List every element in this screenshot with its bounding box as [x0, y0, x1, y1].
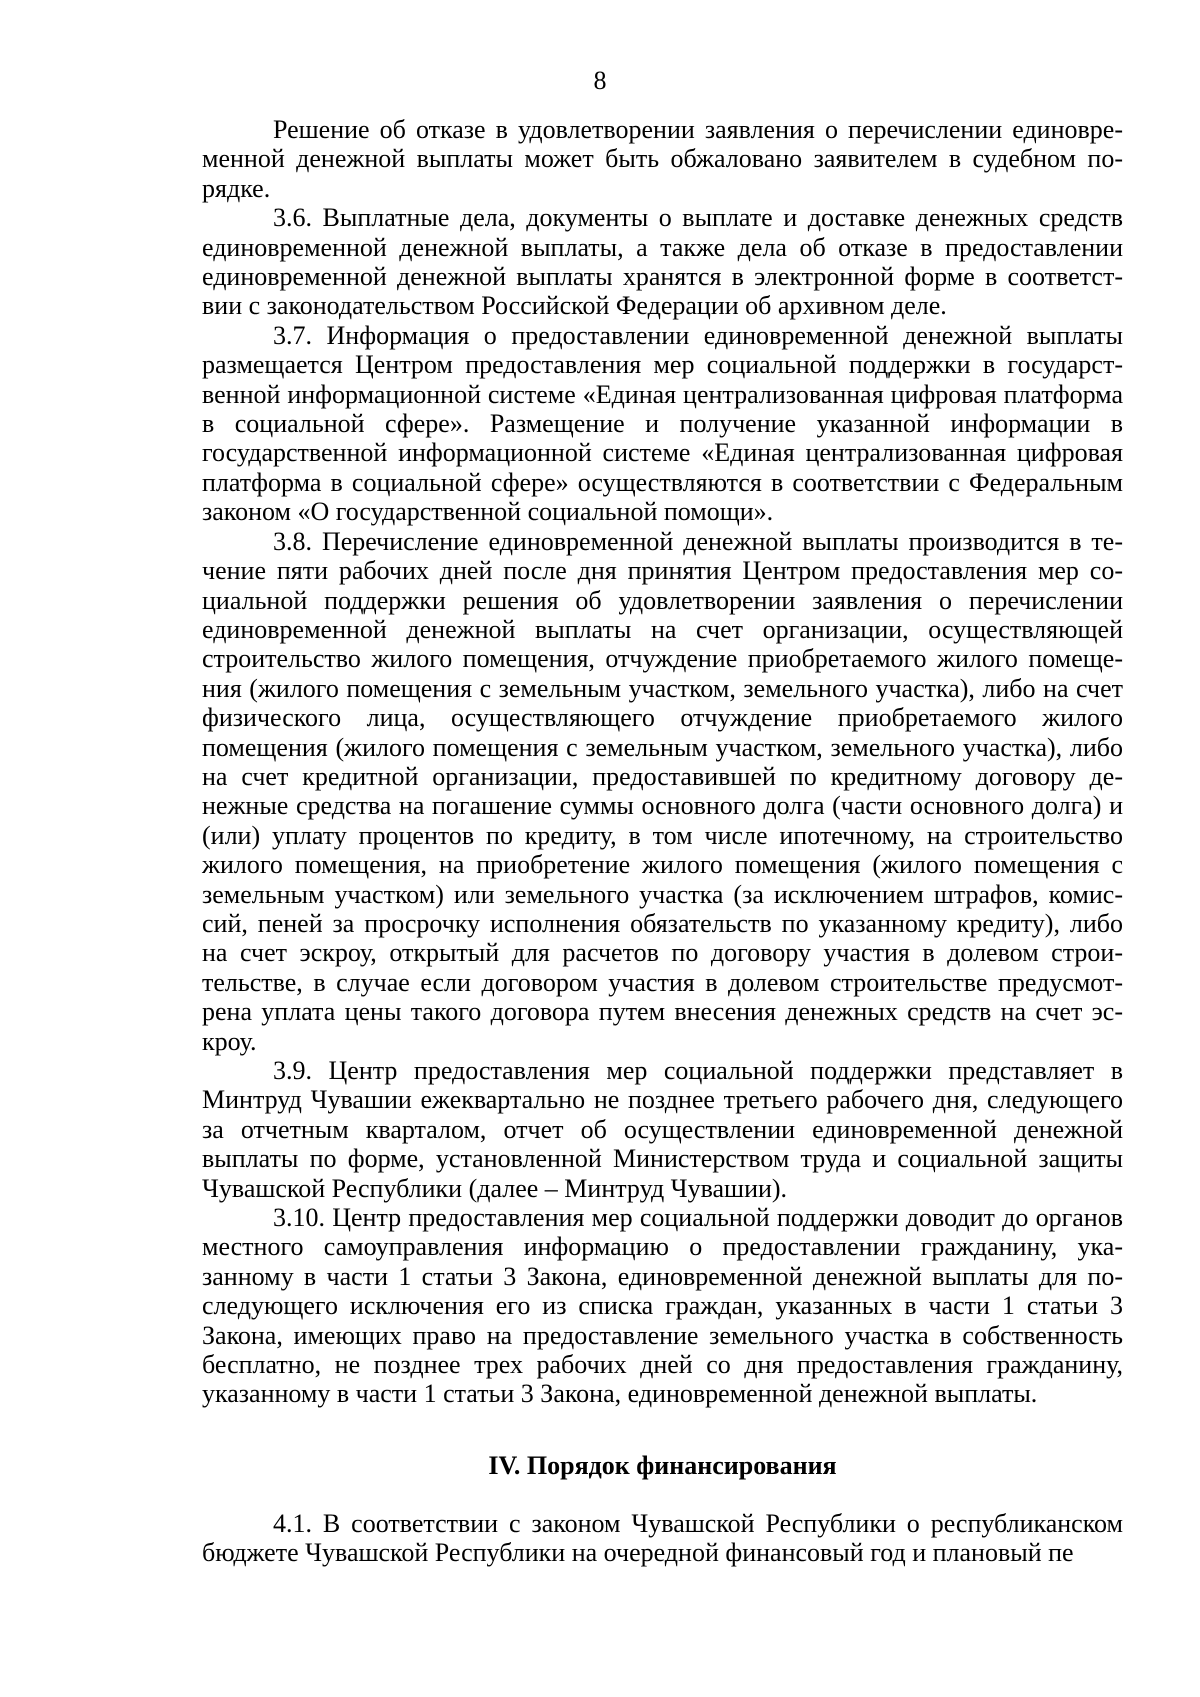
paragraph-3-10: 3.10. Центр предоставления мер социальной поддержки доводит до органов местного самоуправления информацию о предоставлении гражданину, указанному в части 1 статьи 3 Закона, единовременной денежной выплаты для последующего исключения его из списка граждан, указанных в части 1 статьи 3 Закона, имеющих право на предоставление земельного участка в собственность бесплатно, не позднее трех рабочих дней со дня предоставления гражданину, указанному в части 1 статьи 3 Закона, единовременной денежной выплаты. — [202, 1203, 1123, 1409]
document-body — [202, 115, 1123, 1568]
paragraph-refusal-appeal: Решение об отказе в удовлетворении заявления о перечислении единовременной денежной выплаты может быть обжаловано заявителем в судебном порядке. — [202, 115, 1123, 203]
paragraph-3-7: 3.7. Информация о предоставлении единовременной денежной выплаты размещается Центром предоставления мер социальной поддержки в государственной информационной системе «Единая централизованная цифровая платформа в социальной сфере». Размещение и получение указанной информации в государственной информационной системе «Единая централизованная цифровая платформа в социальной сфере» осуществляются в соответствии с Федеральным законом «О государственной социальной помощи». — [202, 320, 1123, 527]
section-heading: IV. Порядок финансирования — [488, 1450, 837, 1480]
paragraph-4-1: 4.1. В соответствии с законом Чувашской Республики о республиканском бюджете Чувашской Республики на очередной финансовый год и плановый пе — [202, 1508, 1123, 1568]
paragraph-3-6: 3.6. Выплатные дела, документы о выплате и доставке денежных средств единовременной денежной выплаты, а также дела об отказе в предоставлении единовременной денежной выплаты хранятся в электронной форме в соответствии с законодательством Российской Федерации об архивном деле. — [202, 203, 1123, 321]
paragraph-3-9: 3.9. Центр предоставления мер социальной поддержки представляет в Минтруд Чувашии ежеквартально не позднее третьего рабочего дня, следующего за отчетным кварталом, отчет об осуществлении единовременной денежной выплаты по форме, установленной Министерством труда и социальной защиты Чувашской Республики (далее – Минтруд Чувашии). — [202, 1056, 1123, 1203]
paragraph-3-8: 3.8. Перечисление единовременной денежной выплаты производится в течение пяти рабочих дней после дня принятия Центром предоставления мер социальной поддержки решения об удовлетворении заявления о перечислении единовременной денежной выплаты на счет организации, осуществляющей строительство жилого помещения, отчуждение приобретаемого жилого помещения (жилого помещения с земельным участком, земельного участка), либо на счет физического лица, осуществляющего отчуждение приобретаемого жилого помещения (жилого помещения с земельным участком, земельного участка), либо на счет кредитной организации, предоставившей по кредитному договору денежные средства на погашение суммы основного долга (части основного долга) и (или) уплату процентов по кредиту, в том числе ипотечному, на строительство жилого помещения, на приобретение жилого помещения (жилого помещения с земельным участком) или земельного участка (за исключением штрафов, комиссий, пеней за просрочку исполнения обязательств по указанному кредиту), либо на счет эскроу, открытый для расчетов по договору участия в долевом строительстве, в случае если договором участия в долевом строительстве предусмотрена уплата цены такого договора путем внесения денежных средств на счет эскроу. — [202, 526, 1123, 1056]
page-number: 8 — [593, 66, 607, 95]
